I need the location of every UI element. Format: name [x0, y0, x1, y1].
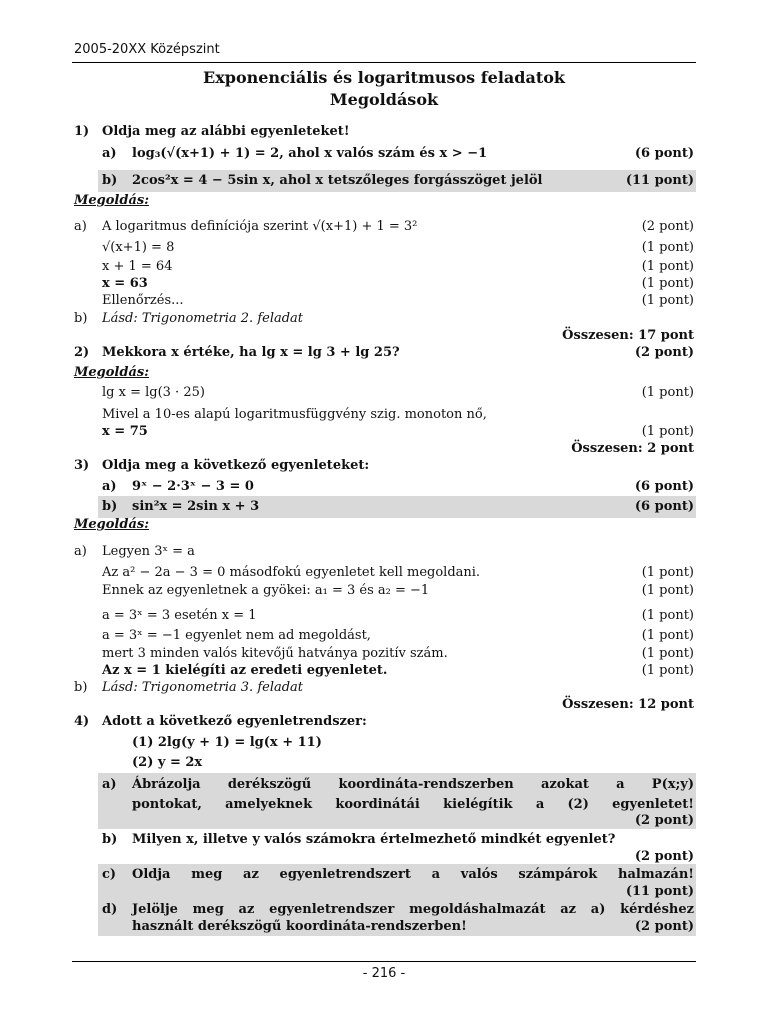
q3-solution-label: Megoldás:	[74, 517, 149, 532]
q1-sol-line: √(x+1) = 8	[102, 240, 175, 255]
q3-sol-points: (1 pont)	[641, 565, 694, 580]
q3-sol-points: (1 pont)	[641, 608, 694, 623]
q2-prompt: Mekkora x értéke, ha lg x = lg 3 + lg 25?	[102, 345, 400, 360]
q3b-text: sin²x = 2sin x + 3	[132, 499, 260, 514]
running-header: 2005-20XX Középszint	[74, 42, 220, 57]
q1b-points: (11 pont)	[625, 173, 694, 188]
q1a-text: log₃(√(x+1) + 1) = 2, ahol x valós szám és x > −1	[132, 146, 488, 161]
q4-equation-2: (2) y = 2x	[132, 755, 203, 770]
q1-solution-label: Megoldás:	[74, 193, 149, 208]
q3-sol-points: (1 pont)	[641, 663, 694, 678]
q1-sol-line: Lásd: Trigonometria 2. feladat	[102, 311, 304, 326]
q4a-label: a)	[102, 777, 117, 792]
q1-sol-points: (2 pont)	[641, 219, 694, 234]
q4-number: 4)	[74, 714, 90, 729]
q3-sol-points: (1 pont)	[641, 646, 694, 661]
page-number: - 216 -	[362, 966, 406, 981]
q4a-text-line2: pontokat, amelyeknek koordinátái kielégítik a (2) egyenletet!	[132, 797, 694, 812]
q2-sol-line: Mivel a 10-es alapú logaritmusfüggvény szig. monoton nő,	[102, 407, 487, 422]
q4b-text: Milyen x, illetve y valós számokra értelmezhető mindkét egyenlet?	[132, 832, 616, 847]
q1-sol-points: (1 pont)	[641, 276, 694, 291]
q4b-points: (2 pont)	[634, 849, 694, 864]
document-subtitle: Megoldások	[329, 90, 439, 109]
q3-sol-line: Az x = 1 kielégíti az eredeti egyenletet.	[102, 663, 388, 678]
footer-divider	[72, 961, 696, 962]
q4c-label: c)	[102, 867, 117, 882]
q3-sol-line: Ennek az egyenletnek a gyökei: a₁ = 3 és a₂ = −1	[102, 583, 430, 598]
q3-sol-line: Legyen 3ˣ = a	[102, 544, 195, 559]
q3-prompt: Oldja meg a következő egyenleteket:	[102, 458, 370, 473]
q3-sol-line: Az a² − 2a − 3 = 0 másodfokú egyenletet kell megoldani.	[102, 565, 481, 580]
q1b-label: b)	[102, 173, 118, 188]
q3-sol-label: a)	[74, 544, 87, 559]
q4d-points: (2 pont)	[634, 919, 694, 934]
q3a-text: 9ˣ − 2·3ˣ − 3 = 0	[132, 479, 254, 494]
q1-sol-line: Ellenőrzés...	[102, 293, 184, 308]
q4a-text-line1: Ábrázolja derékszögű koordináta-rendszerben azokat a P(x;y)	[132, 777, 694, 792]
q2-sol-points: (1 pont)	[641, 385, 694, 400]
q4c-points: (11 pont)	[625, 884, 694, 899]
q1-sol-line: A logaritmus definíciója szerint √(x+1) + 1 = 3²	[102, 219, 418, 234]
q3-sol-line: Lásd: Trigonometria 3. feladat	[102, 680, 304, 695]
q2-number: 2)	[74, 345, 90, 360]
q1b-text: 2cos²x = 4 − 5sin x, ahol x tetszőleges forgásszöget jelöl	[132, 173, 543, 188]
q2-total: Összesen: 2 pont	[571, 441, 694, 456]
q4d-text-line2: használt derékszögű koordináta-rendszerben!	[132, 919, 467, 934]
q1-sol-points: (1 pont)	[641, 240, 694, 255]
q3a-points: (6 pont)	[634, 479, 694, 494]
q1-sol-label: b)	[74, 311, 88, 326]
q4d-label: d)	[102, 902, 118, 917]
q3-sol-line: a = 3ˣ = −1 egyenlet nem ad megoldást,	[102, 628, 371, 643]
q1-prompt: Oldja meg az alábbi egyenleteket!	[102, 124, 350, 139]
q2-sol-line: lg x = lg(3 · 25)	[102, 385, 205, 400]
q2-sol-points: (1 pont)	[641, 424, 694, 439]
q3-number: 3)	[74, 458, 90, 473]
q1-sol-line: x = 63	[102, 276, 148, 291]
q2-solution-label: Megoldás:	[74, 365, 149, 380]
q3b-label: b)	[102, 499, 118, 514]
header-divider	[72, 62, 696, 63]
q3-total: Összesen: 12 pont	[562, 697, 694, 712]
q3a-label: a)	[102, 479, 117, 494]
q1-total: Összesen: 17 pont	[562, 328, 694, 343]
q1-sol-line: x + 1 = 64	[102, 259, 173, 274]
q4b-label: b)	[102, 832, 118, 847]
q1-number: 1)	[74, 124, 90, 139]
q2-sol-line: x = 75	[102, 424, 148, 439]
q3-sol-points: (1 pont)	[641, 583, 694, 598]
q1-sol-points: (1 pont)	[641, 293, 694, 308]
q3-sol-line: a = 3ˣ = 3 esetén x = 1	[102, 608, 257, 623]
q3-sol-label: b)	[74, 680, 88, 695]
q4-prompt: Adott a következő egyenletrendszer:	[102, 714, 367, 729]
q3-sol-points: (1 pont)	[641, 628, 694, 643]
q1a-points: (6 pont)	[634, 146, 694, 161]
q4c-text: Oldja meg az egyenletrendszert a valós számpárok halmazán!	[132, 867, 694, 882]
q3b-points: (6 pont)	[634, 499, 694, 514]
q4-equation-1: (1) 2lg(y + 1) = lg(x + 11)	[132, 735, 322, 750]
q1a-label: a)	[102, 146, 117, 161]
document-title: Exponenciális és logaritmusos feladatok	[203, 68, 565, 87]
q1-sol-label: a)	[74, 219, 87, 234]
q1-sol-points: (1 pont)	[641, 259, 694, 274]
q4d-text-line1: Jelölje meg az egyenletrendszer megoldáshalmazát az a) kérdéshez	[132, 902, 694, 917]
q4a-points: (2 pont)	[634, 813, 694, 828]
q2-points: (2 pont)	[634, 345, 694, 360]
q3-sol-line: mert 3 minden valós kitevőjű hatványa pozitív szám.	[102, 646, 448, 661]
